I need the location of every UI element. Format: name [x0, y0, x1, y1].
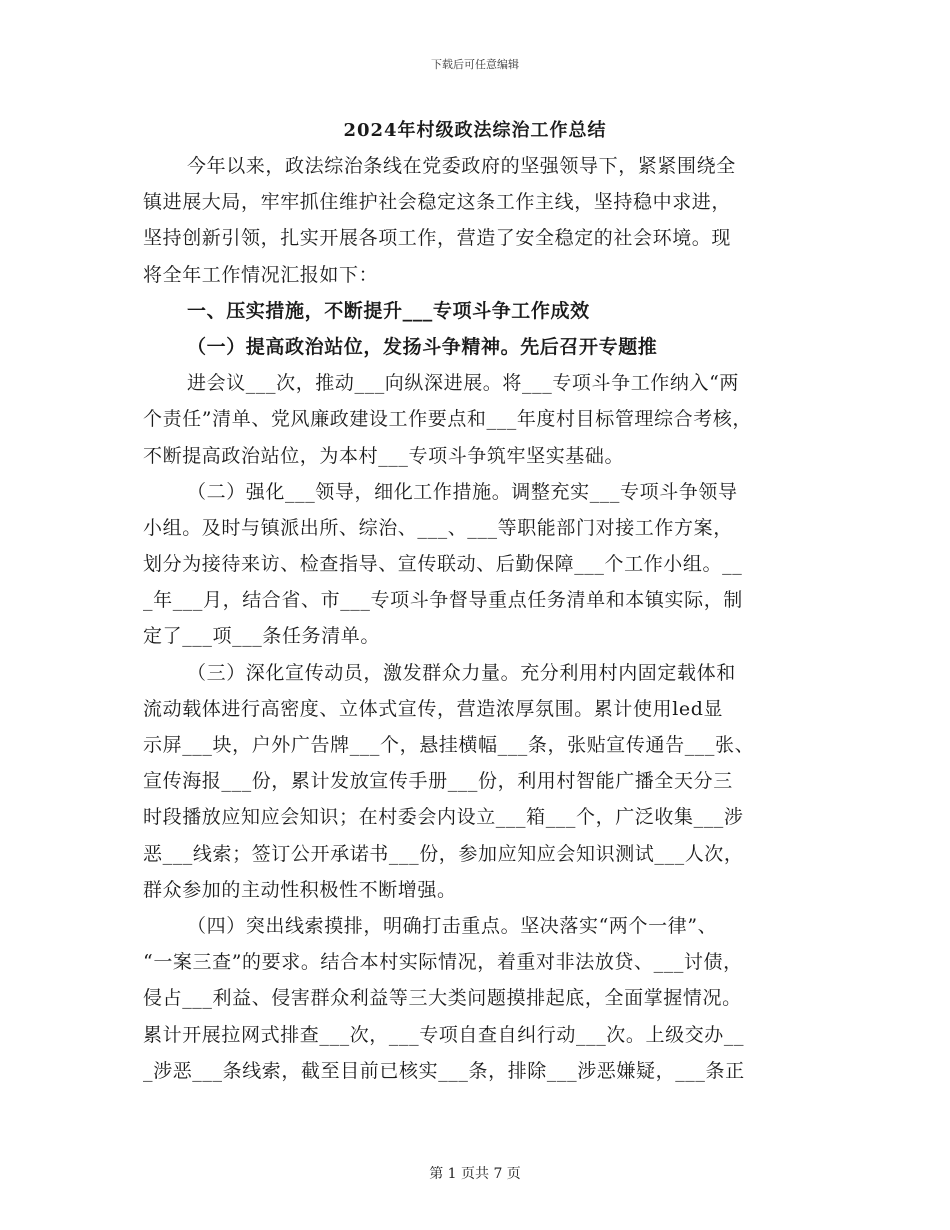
paragraph-line: （二）强化___领导，细化工作措施。调整充实___专项斗争领导: [187, 480, 738, 503]
page-header: 下载后可任意编辑: [431, 58, 519, 71]
paragraph-line: 进会议___次，推动___向纵深进展。将___专项斗争工作纳入“两: [187, 372, 740, 395]
paragraph-line: 个责任”清单、党风廉政建设工作要点和___年度村目标管理综合考核，: [143, 408, 753, 431]
section-heading-line: （一）提高政治站位，发扬斗争精神。先后召开专题推: [187, 335, 658, 358]
document-body: [143, 148, 815, 1089]
paragraph-line: 今年以来，政法综治条线在党委政府的坚强领导下，紧紧围绕全: [187, 155, 736, 177]
paragraph-line: 侵占___利益、侵害群众利益等三大类问题摸排起底，全面掌握情况。: [143, 987, 742, 1010]
paragraph-line: 示屏___块，户外广告牌___个，悬挂横幅___条，张贴宣传通告___张、: [143, 734, 755, 756]
paragraph-line: 定了___项___条任务清单。: [143, 625, 381, 648]
paragraph-line: 镇进展大局，牢牢抓住维护社会稳定这条工作主线，坚持稳中求进，: [143, 191, 732, 214]
paragraph-line: 时段播放应知应会知识；在村委会内设立___箱___个，广泛收集___涉: [143, 806, 744, 829]
paragraph-line: （四）突出线索摸排，明确打击重点。坚决落实“两个一律”、: [187, 914, 718, 937]
paragraph-line: 群众参加的主动性积极性不断增强。: [143, 878, 457, 901]
paragraph-line: 坚持创新引领，扎实开展各项工作，营造了安全稳定的社会环境。现: [143, 227, 732, 250]
paragraph-line: 累计开展拉网式排查___次，___专项自查自纠行动___次。上级交办__: [143, 1023, 745, 1046]
paragraph-line: 小组。及时与镇派出所、综治、___、___等职能部门对接工作方案，: [143, 516, 733, 539]
paragraph-line: _涉恶___条线索，截至目前已核实___条，排除___涉恶嫌疑，___条正: [143, 1059, 745, 1082]
paragraph-line: （三）深化宣传动员，激发群众力量。充分利用村内固定载体和: [187, 661, 736, 684]
section-heading-line: 一、压实措施，不断提升___专项斗争工作成效: [187, 299, 590, 322]
paragraph-line: 不断提高政治站位，为本村___专项斗争筑牢坚实基础。: [143, 444, 625, 467]
paragraph-line: _年___月，结合省、市___专项斗争督导重点任务清单和本镇实际，制: [143, 589, 743, 612]
document-title: 2024年村级政法综治工作总结: [343, 120, 607, 141]
paragraph-line: “一案三查”的要求。结合本村实际情况，着重对非法放贷、___讨债，: [143, 951, 743, 974]
paragraph-line: 划分为接待来访、检查指导、宣传联动、后勤保障___个工作小组。__: [143, 553, 743, 576]
paragraph-line: 流动载体进行高密度、立体式宣传，营造浓厚氛围。累计使用led显: [143, 697, 724, 720]
paragraph-line: 将全年工作情况汇报如下：: [143, 263, 379, 286]
page-footer: 第 1 页共 7 页: [429, 1166, 521, 1182]
paragraph-line: 恶___线索；签订公开承诺书___份，参加应知应会知识测试___人次，: [143, 842, 744, 865]
paragraph-line: 宣传海报___份，累计发放宣传手册___份，利用村智能广播全天分三: [143, 770, 733, 793]
